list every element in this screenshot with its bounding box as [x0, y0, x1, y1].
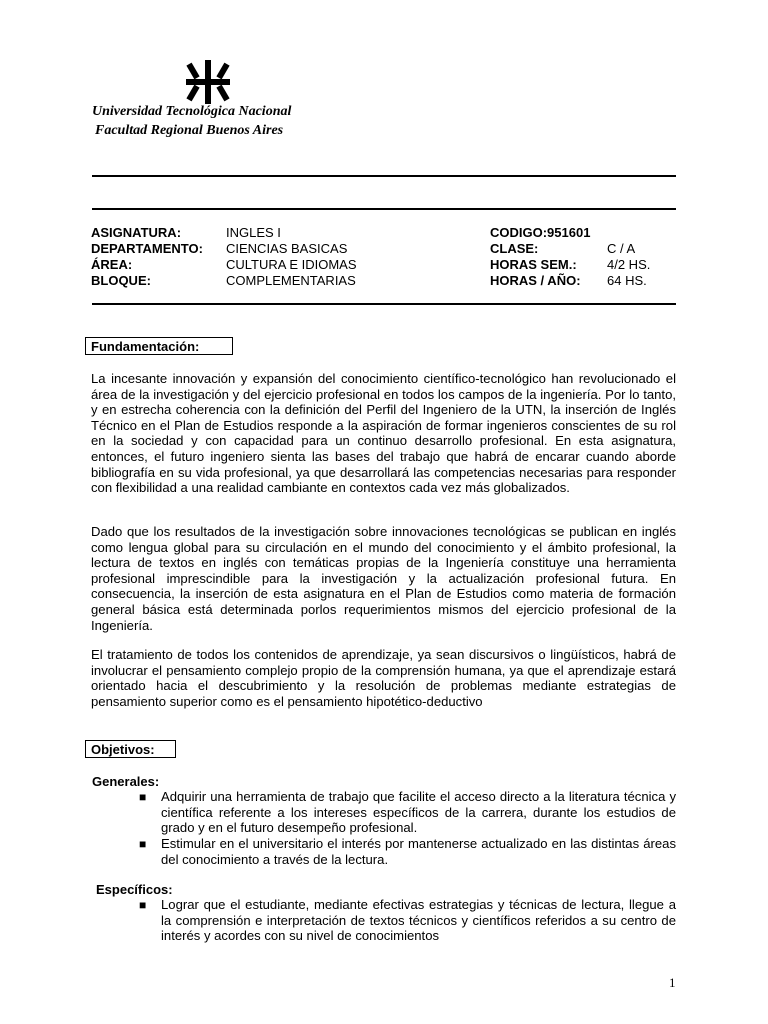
asignatura-value: INGLES I — [226, 225, 281, 240]
area-label: ÁREA: — [91, 257, 133, 272]
horas-sem-value: 4/2 HS. — [607, 257, 651, 272]
horas-anio-value: 64 HS. — [607, 273, 647, 288]
fundamentacion-paragraph-3: El tratamiento de todos los contenidos de aprendizaje, ya sean discursivos o lingüísticos, habrá de involucrar el pensamiento complejo propio de la comprensión humana, ya que el aprendizaje estará orientado hacia el descubrimiento y la resolución de problemas mediante estrategias de pensamiento superior como es el pensamiento hipotético-deductivo — [91, 647, 676, 709]
asignatura-label: ASIGNATURA: — [91, 225, 182, 240]
area-value: CULTURA E IDIOMAS — [226, 257, 357, 272]
bullet-icon: ■ — [139, 837, 147, 851]
generales-label: Generales: — [92, 774, 160, 789]
generales-item-2: Estimular en el universitario el interés por mantenerse actualizado en las distintas áreas del conocimiento a través de la lectura. — [161, 836, 676, 867]
especificos-label: Específicos: — [96, 882, 173, 897]
bloque-label: BLOQUE: — [91, 273, 151, 288]
departamento-label: DEPARTAMENTO: — [91, 241, 203, 256]
clase-value: C / A — [607, 241, 636, 256]
horas-sem-label: HORAS SEM.: — [490, 257, 577, 272]
page-number: 1 — [669, 975, 676, 990]
info-values-left — [226, 225, 357, 289]
divider-info-bottom — [92, 303, 676, 305]
utn-logo-icon — [186, 60, 230, 104]
clase-label: CLASE: — [490, 241, 539, 256]
divider-info-top — [92, 208, 676, 210]
university-name: Universidad Tecnológica Nacional — [92, 104, 292, 119]
codigo-label: CODIGO:951601 — [490, 225, 591, 240]
horas-anio-label: HORAS / AÑO: — [490, 273, 581, 288]
faculty-name: Facultad Regional Buenos Aires — [95, 123, 284, 138]
objetivos-heading: Objetivos: — [85, 740, 176, 758]
info-values-right — [607, 241, 650, 289]
divider-top — [92, 175, 676, 177]
fundamentacion-paragraph-2: Dado que los resultados de la investigación sobre innovaciones tecnológicas se publican en inglés como lengua global para su circulación en el mundo del conocimiento y el ámbito profesional, la lectura de textos en inglés con temáticas propias de la Ingeniería constituye una herramienta profesional imprescindible para la investigación y la actualización profesional futura. En consecuencia, la inserción de esta asignatura en el Plan de Estudios como materia de formación general básica está determinada porlos requerimientos mismos del ejercicio profesional de la Ingeniería. — [91, 524, 676, 633]
bullet-icon: ■ — [139, 898, 147, 912]
info-labels-right — [490, 225, 590, 289]
fundamentacion-heading: Fundamentación: — [85, 337, 233, 355]
info-labels-left — [91, 225, 203, 289]
generales-item-1: Adquirir una herramienta de trabajo que facilite el acceso directo a la literatura técnica y científica referente a los intereses específicos de la carrera, durante los estudios de grado y en el futuro desempeño profesional. — [161, 789, 676, 836]
especificos-item-1: Lograr que el estudiante, mediante efectivas estrategias y técnicas de lectura, llegue a la comprensión e interpretación de textos técnicos y científicos referidos a su centro de interés y acordes con su nivel de conocimientos — [161, 897, 676, 944]
bloque-value: COMPLEMENTARIAS — [226, 273, 356, 288]
fundamentacion-paragraph-1: La incesante innovación y expansión del conocimiento científico-tecnológico han revolucionado el área de la investigación y del ejercicio profesional en todos los campos de la ingeniería. Por lo tanto, y en estrecha coherencia con la definición del Perfil del Ingeniero de la UTN, la inserción de Inglés Técnico en el Plan de Estudios responde a la aspiración de formar ingenieros conscientes de su rol en la sociedad y con capacidad para un continuo desarrollo profesional. En esta asignatura, entonces, el futuro ingeniero sienta las bases del trabajo que habrá de encarar cuando aborde bibliografía en su vida profesional, ya que desarrollará las competencias necesarias para responder con flexibilidad a una realidad cambiante en contextos cada vez más globalizados. — [91, 371, 676, 496]
bullet-icon: ■ — [139, 790, 147, 804]
departamento-value: CIENCIAS BASICAS — [226, 241, 348, 256]
